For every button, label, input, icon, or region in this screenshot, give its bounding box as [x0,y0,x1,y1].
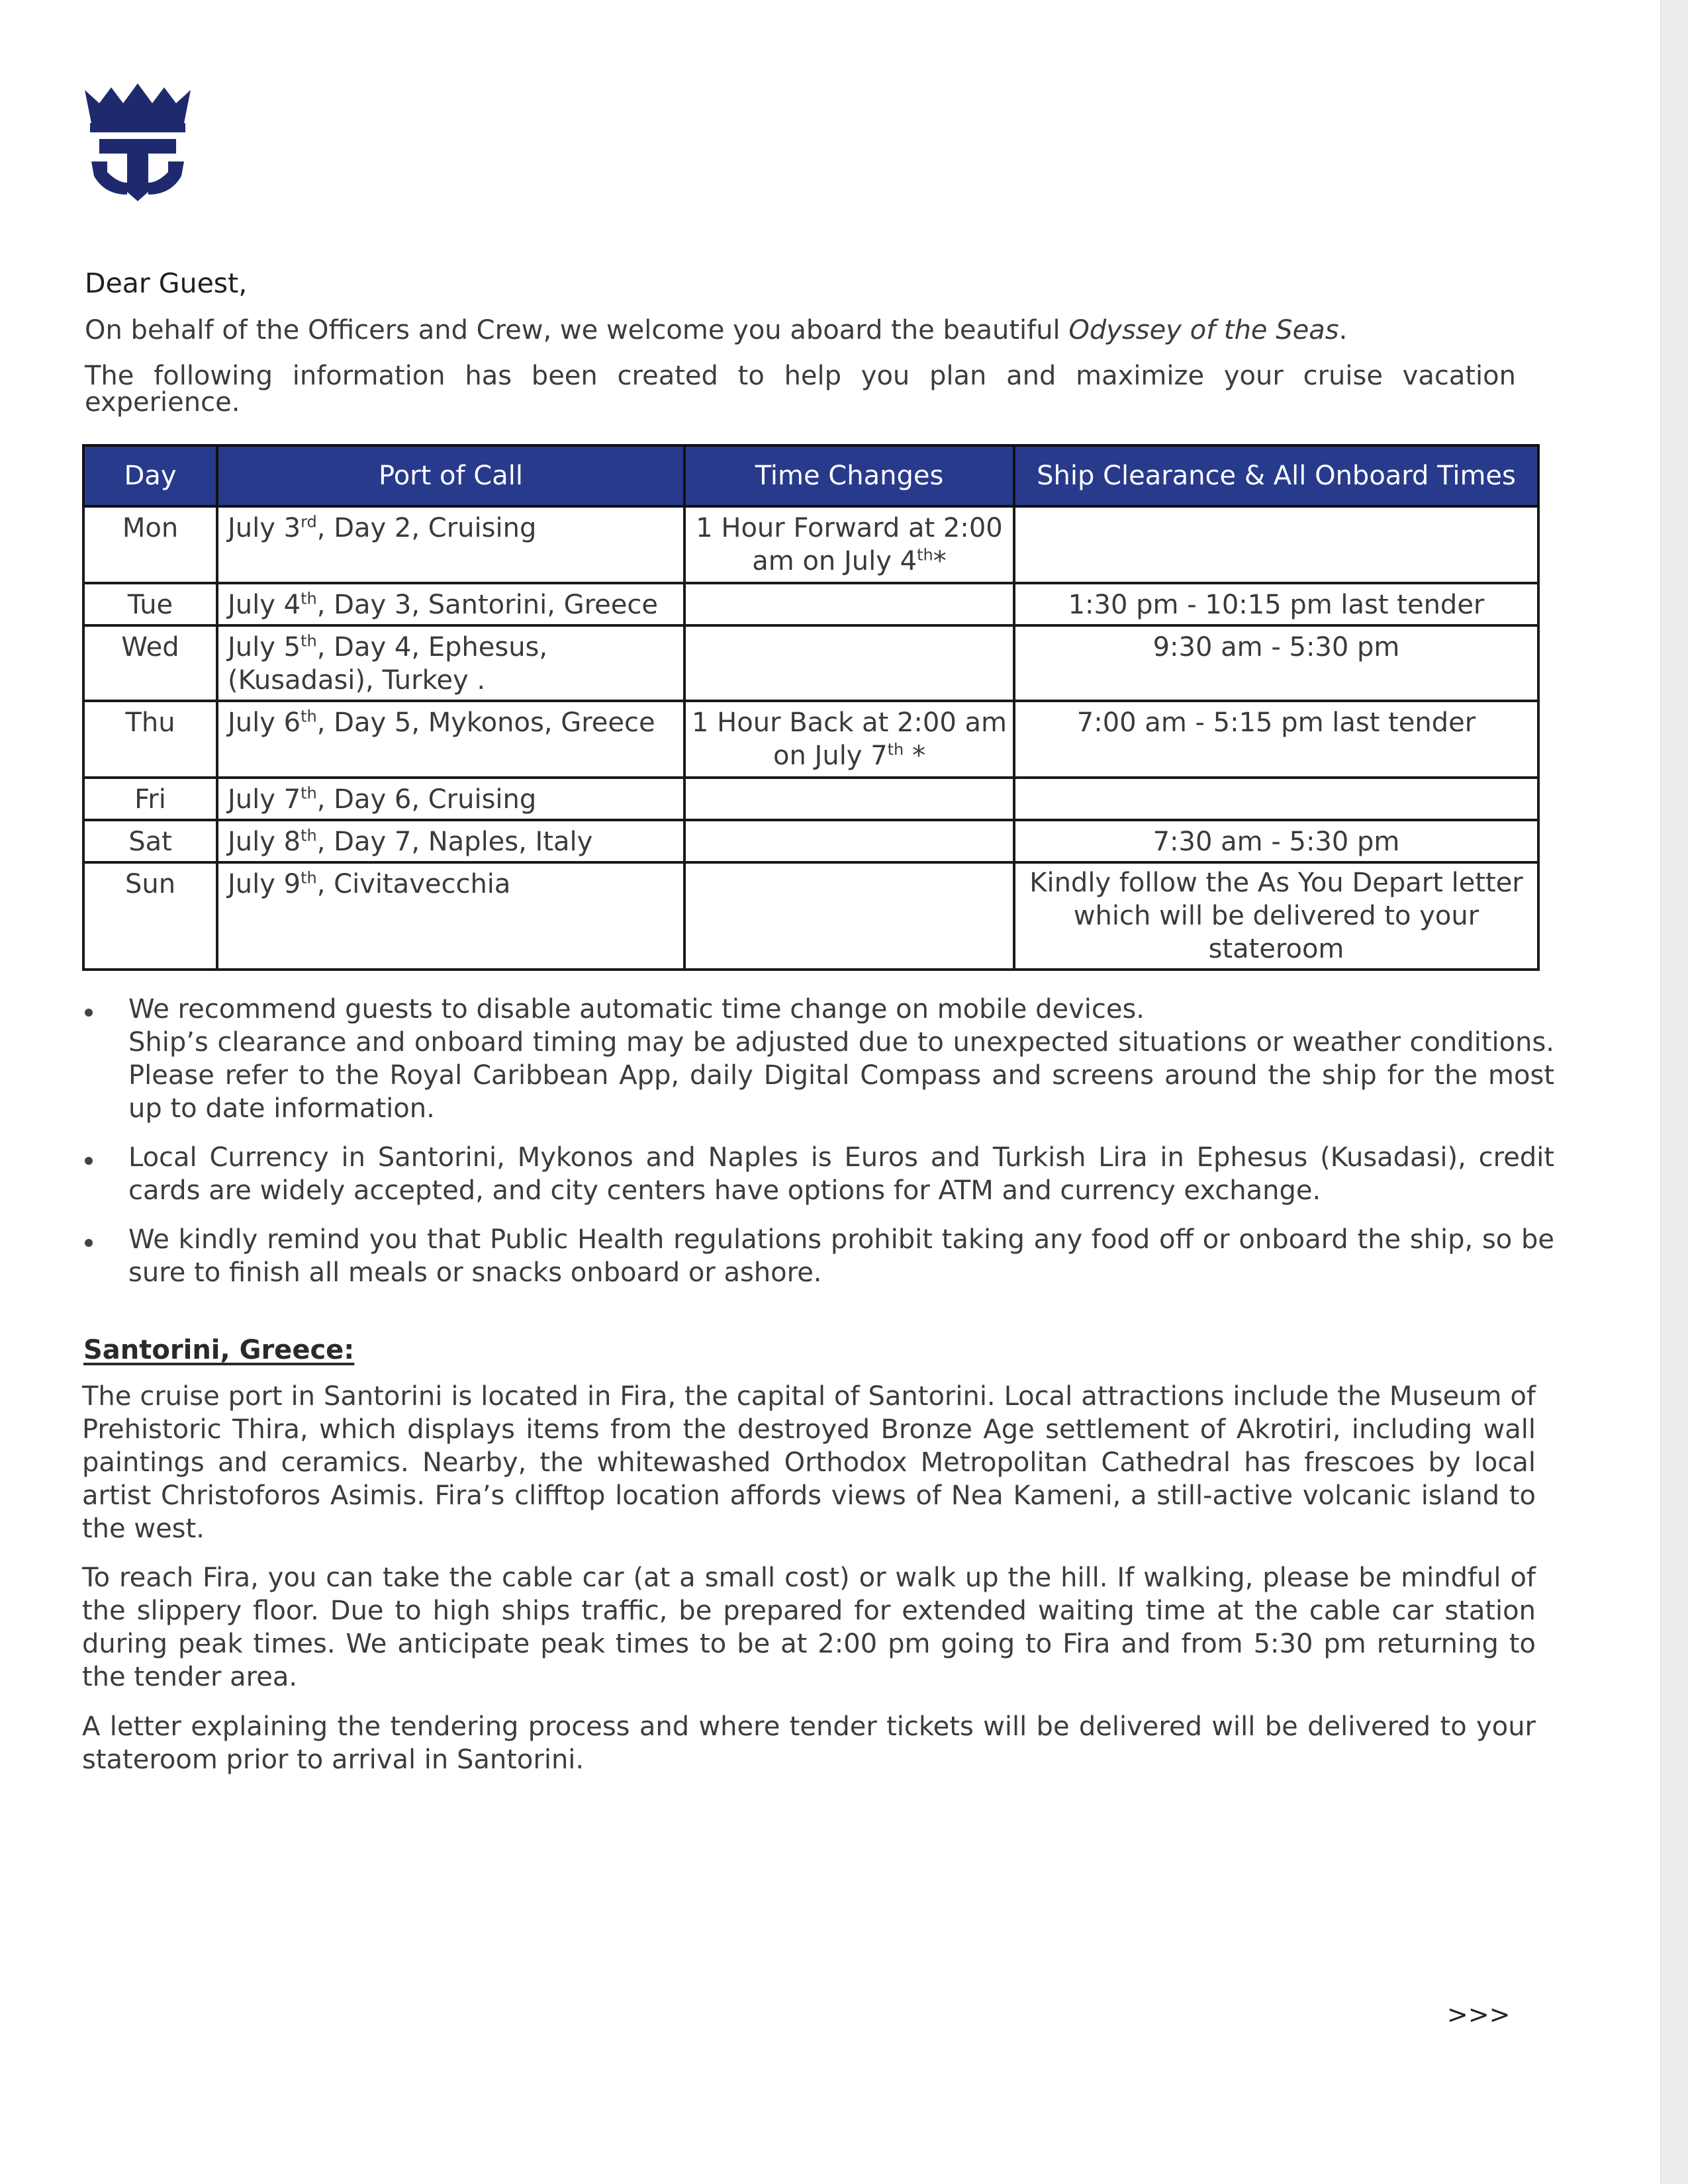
day-cell: Sun [83,862,217,970]
port-cell: July 6th, Day 5, Mykonos, Greece [217,701,684,778]
bullet-dot [85,1239,93,1247]
continue-marker: >>> [1447,2000,1511,2029]
welcome-suffix: . [1338,315,1348,345]
clearance-cell: Kindly follow the As You Depart letter which will be delivered to your stateroom [1014,862,1538,970]
itinerary-table [82,444,1540,971]
bullet-dot [85,1009,93,1017]
clearance-cell: 7:00 am - 5:15 pm last tender [1014,701,1538,778]
port-cell: July 7th, Day 6, Cruising [217,778,684,820]
port-cell: July 3rd, Day 2, Cruising [217,506,684,583]
time-change-cell [684,625,1014,701]
port-cell: July 8th, Day 7, Naples, Italy [217,820,684,862]
day-cell: Fri [83,778,217,820]
greeting: Dear Guest, [85,267,248,299]
day-cell: Thu [83,701,217,778]
header-port: Port of Call [217,445,684,506]
day-cell: Sat [83,820,217,862]
note-clearance: Ship’s clearance and onboard timing may be adjusted due to unexpected situations or weather conditions. Please refer to the Royal Caribbean App, daily Digital Compass and screens around the ship for the most up to date information. [128,1027,1554,1124]
clearance-cell: 9:30 am - 5:30 pm [1014,625,1538,701]
welcome-line [85,314,1516,347]
table-row [83,862,1538,970]
time-change-cell: 1 Hour Forward at 2:00 am on July 4th* [684,506,1014,583]
port-cell: July 4th, Day 3, Santorini, Greece [217,583,684,625]
header-time-changes: Time Changes [684,445,1014,506]
clearance-cell: 7:30 am - 5:30 pm [1014,820,1538,862]
clearance-cell [1014,778,1538,820]
clearance-cell [1014,506,1538,583]
table-row [83,506,1538,583]
header-day: Day [83,445,217,506]
list-item [85,1223,1554,1289]
note-health: We kindly remind you that Public Health regulations prohibit taking any food off or onboard the ship, so be sure to finish all meals or snacks onboard or ashore. [128,1224,1554,1288]
table-row [83,820,1538,862]
time-change-cell [684,778,1014,820]
ship-name: Odyssey of the Seas [1068,315,1339,345]
crown-and-anchor-logo [85,83,191,201]
table-row [83,778,1538,820]
santorini-paragraph-3: A letter explaining the tendering process and where tender tickets will be delivered will be delivered to your stateroom prior to arrival in Santorini. [82,1711,1536,1775]
santorini-paragraph-1: The cruise port in Santorini is located in Fira, the capital of Santorini. Local attractions include the Museum of Prehistoric Thira, which displays items from the destroyed Bronze Age settlement of Akrotiri, including wall paintings and ceramics. Nearby, the whitewashed Orthodox Metropolitan Cathedral has frescoes by local artist Christoforos Asimis. Fira’s clifftop location affords views of Nea Kameni, a still-active volcanic island to the west. [82,1381,1536,1544]
time-change-cell: 1 Hour Back at 2:00 am on July 7th * [684,701,1014,778]
clearance-cell: 1:30 pm - 10:15 pm last tender [1014,583,1538,625]
list-item [85,1141,1554,1207]
note-currency: Local Currency in Santorini, Mykonos and Naples is Euros and Turkish Lira in Ephesus (Kusadasi), credit cards are widely accepted, and city centers have options for ATM and currency exchange. [128,1142,1554,1206]
bullet-dot [85,1157,93,1165]
santorini-heading: Santorini, Greece: [83,1335,355,1365]
header-clearance: Ship Clearance & All Onboard Times [1014,445,1538,506]
day-cell: Tue [83,583,217,625]
table-row [83,625,1538,701]
table-row [83,701,1538,778]
santorini-paragraph-2: To reach Fira, you can take the cable car (at a small cost) or walk up the hill. If walking, please be mindful of the slippery floor. Due to high ships traffic, be prepared for extended waiting time at the cable car station during peak times. We anticipate peak times to be at 2:00 pm going to Fira and from 5:30 pm returning to the tender area. [82,1563,1536,1692]
table-header-row [83,445,1538,506]
day-cell: Wed [83,625,217,701]
notes-list [85,993,1554,1305]
port-cell: July 9th, Civitavecchia [217,862,684,970]
intro-paragraph: The following information has been created to help you plan and maximize your cruise vacation experience. [85,361,1516,418]
port-cell: July 5th, Day 4, Ephesus, (Kusadasi), Turkey . [217,625,684,701]
list-item [85,993,1554,1125]
scan-edge [1660,0,1688,2184]
time-change-cell [684,862,1014,970]
time-change-cell [684,583,1014,625]
time-change-cell [684,820,1014,862]
day-cell: Mon [83,506,217,583]
table-row [83,583,1538,625]
welcome-prefix: On behalf of the Officers and Crew, we welcome you aboard the beautiful [85,315,1060,345]
note-time-change: We recommend guests to disable automatic time change on mobile devices. [128,994,1145,1024]
